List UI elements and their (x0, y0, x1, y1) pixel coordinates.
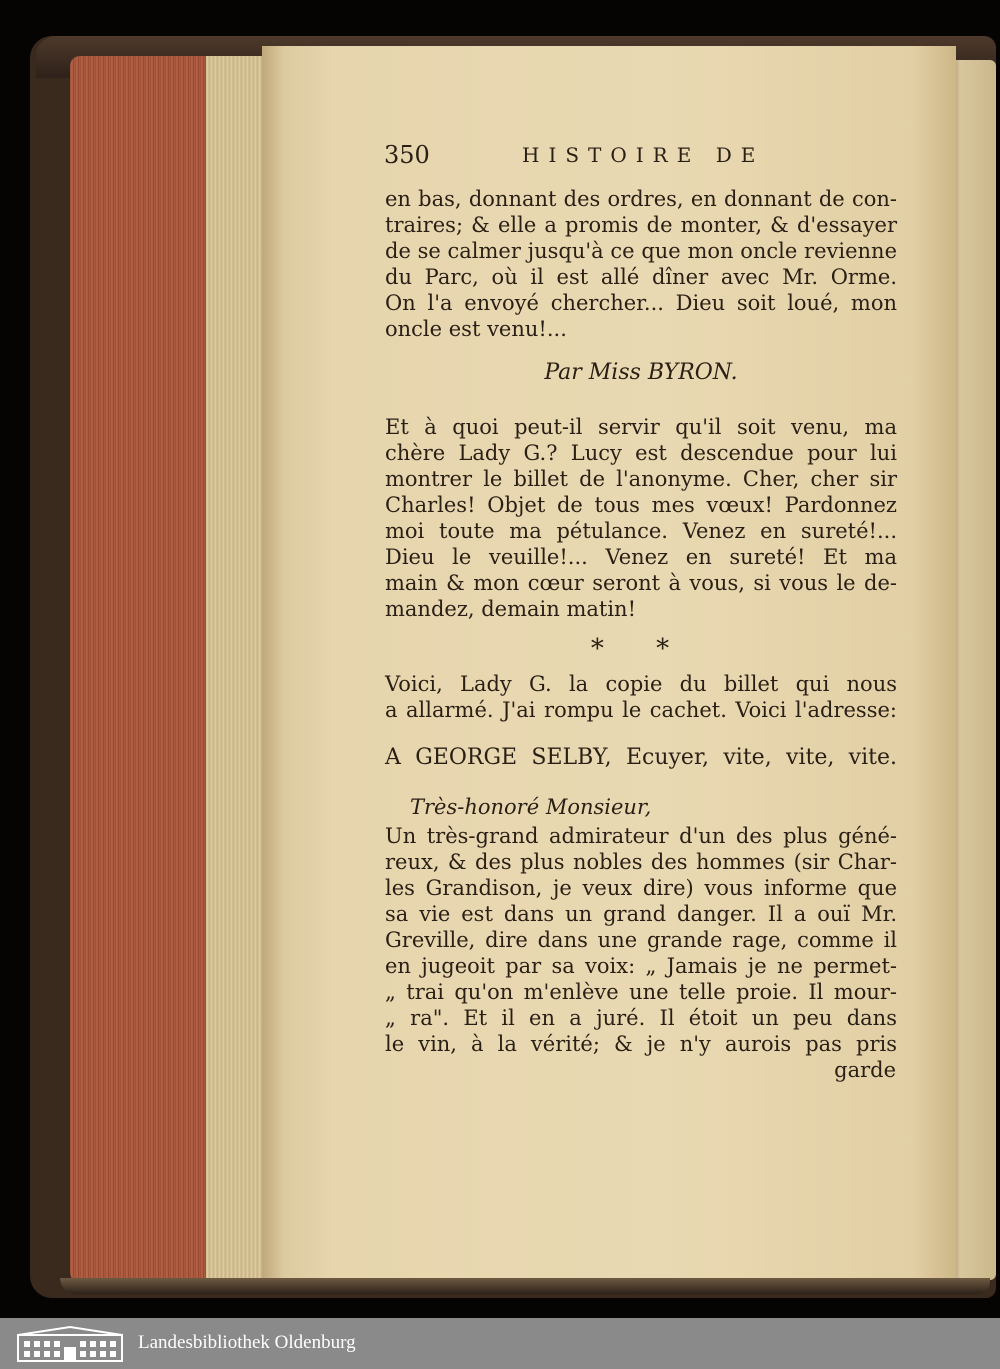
text-line: Charles! Objet de tous mes vœux! Pardonnez (385, 493, 897, 517)
text-line: reux, & des plus nobles des hommes (sir Char- (385, 850, 897, 874)
text-line: On l'a envoyé chercher... Dieu soit loué, mon (385, 291, 897, 315)
text-line: a allarmé. J'ai rompu le cachet. Voici l'adresse: (385, 698, 897, 722)
text-line: oncle est venu!... (385, 317, 567, 341)
footer-bar (0, 1318, 1000, 1369)
facing-page-edge (950, 60, 996, 1280)
running-head (384, 141, 904, 177)
text-line: en bas, donnant des ordres, en donnant de con- (385, 187, 897, 211)
text-line: chère Lady G.? Lucy est descendue pour lui (385, 441, 897, 465)
page-edges-inner (206, 56, 270, 1282)
section-heading: Par Miss BYRON. (544, 360, 738, 385)
text-line: les Grandison, je veux dire) vous informe que (385, 876, 897, 900)
text-line: montrer le billet de l'anonyme. Cher, cher sir (385, 467, 897, 491)
text-line: de se calmer jusqu'à ce que mon oncle revienne (385, 239, 897, 263)
text-line: main & mon cœur seront à vous, si vous le de- (385, 571, 897, 595)
running-title: HISTOIRE DE (522, 143, 765, 167)
section-separator: * * (590, 634, 692, 664)
text-line: Voici, Lady G. la copie du billet qui nous (385, 672, 897, 696)
catchword: garde (834, 1058, 896, 1082)
text-line: mandez, demain matin! (385, 597, 637, 621)
text-line: sa vie est dans un grand danger. Il a ouï Mr. (385, 902, 897, 926)
letter-salutation: Très-honoré Monsieur, (410, 795, 652, 819)
library-name: Landesbibliothek Oldenburg (138, 1332, 356, 1353)
text-line: „ ra". Et il en a juré. Il étoit un peu dans (385, 1006, 897, 1030)
text-line: en jugeoit par sa voix: „ Jamais je ne permet- (385, 954, 897, 978)
text-line: Un très-grand admirateur d'un des plus géné- (385, 824, 897, 848)
library-building-icon (16, 1325, 124, 1363)
letter-address: A GEORGE SELBY, Ecuyer, vite, vite, vite. (385, 745, 897, 770)
text-line: „ trai qu'on m'enlève une telle proie. Il mour- (385, 980, 897, 1004)
text-line: moi toute ma pétulance. Venez en sureté!... (385, 519, 897, 543)
text-line: le vin, à la vérité; & je n'y aurois pas pris (385, 1032, 897, 1056)
page-number: 350 (384, 141, 430, 169)
book-bottom-edge (60, 1278, 990, 1294)
text-line: du Parc, où il est allé dîner avec Mr. Orme. (385, 265, 897, 289)
text-line: Et à quoi peut-il servir qu'il soit venu, ma (385, 415, 897, 439)
text-line: Dieu le veuille!... Venez en sureté! Et ma (385, 545, 897, 569)
text-line: Greville, dire dans une grande rage, comme il (385, 928, 897, 952)
text-line: traires; & elle a promis de monter, & d'essayer (385, 213, 897, 237)
